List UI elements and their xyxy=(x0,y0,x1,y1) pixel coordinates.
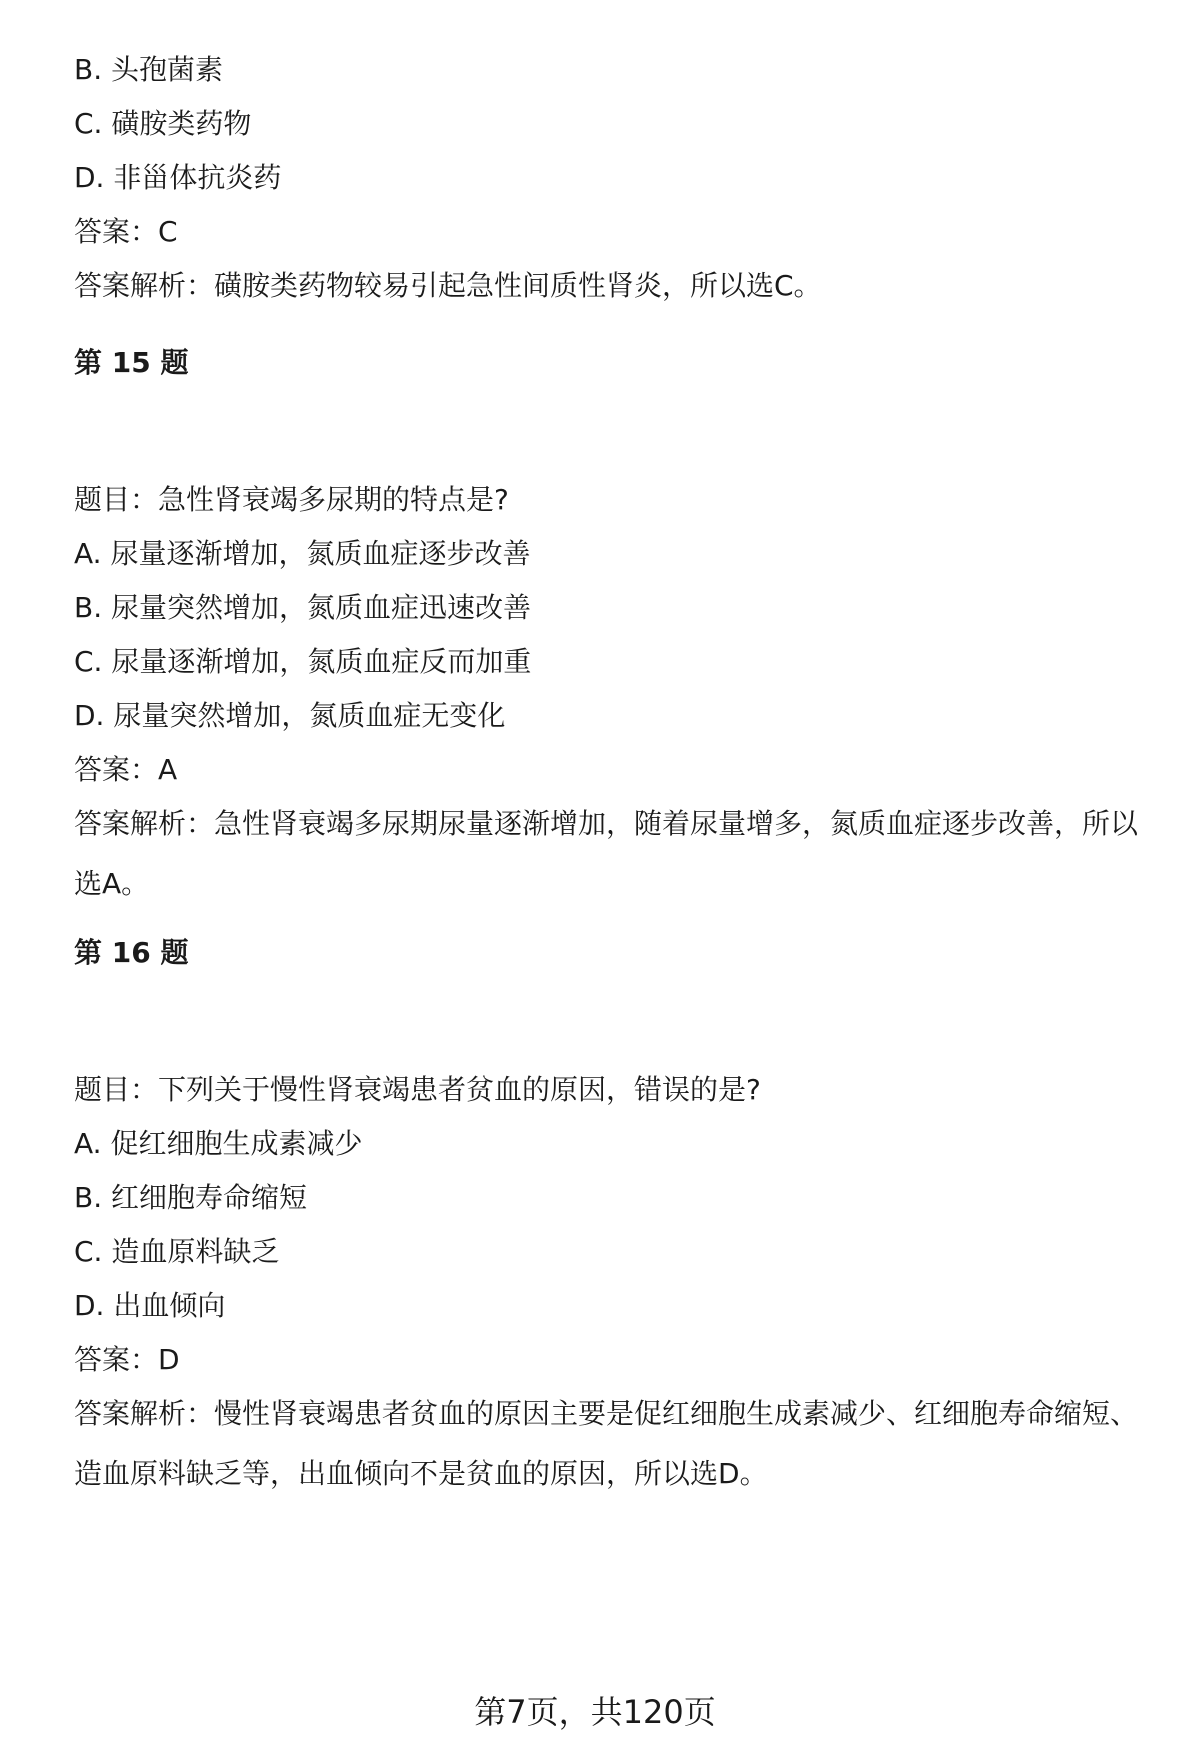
q15-heading: 第 15 题 xyxy=(74,346,189,379)
q14-option-b: B. 头孢菌素 xyxy=(74,53,224,86)
q14-option-d: D. 非甾体抗炎药 xyxy=(74,161,282,194)
q15-option-c: C. 尿量逐渐增加，氮质血症反而加重 xyxy=(74,645,532,678)
q16-heading: 第 16 题 xyxy=(74,936,189,969)
q14-answer: 答案：C xyxy=(74,215,178,248)
q16-explanation: 答案解析：慢性肾衰竭患者贫血的原因主要是促红细胞生成素减少、红细胞寿命缩短、造血原料缺乏等，出血倾向不是贫血的原因，所以选D。 xyxy=(74,1397,1139,1490)
q15-question: 题目：急性肾衰竭多尿期的特点是? xyxy=(74,483,509,516)
q15-option-d: D. 尿量突然增加，氮质血症无变化 xyxy=(74,699,506,732)
page-indicator: 第7页，共120页 xyxy=(474,1693,716,1731)
q14-option-c: C. 磺胺类药物 xyxy=(74,107,252,140)
q14-explanation: 答案解析：磺胺类药物较易引起急性间质性肾炎，所以选C。 xyxy=(74,269,822,302)
q16-option-b: B. 红细胞寿命缩短 xyxy=(74,1181,308,1214)
q15-option-b: B. 尿量突然增加，氮质血症迅速改善 xyxy=(74,591,532,624)
q16-answer: 答案：D xyxy=(74,1343,180,1376)
q15-answer: 答案：A xyxy=(74,753,178,786)
q16-question: 题目：下列关于慢性肾衰竭患者贫血的原因，错误的是? xyxy=(74,1073,761,1106)
q16-option-c: C. 造血原料缺乏 xyxy=(74,1235,280,1268)
q16-option-a: A. 促红细胞生成素减少 xyxy=(74,1127,363,1160)
q15-explanation: 答案解析：急性肾衰竭多尿期尿量逐渐增加，随着尿量增多，氮质血症逐步改善，所以选A。 xyxy=(74,807,1139,900)
q15-option-a: A. 尿量逐渐增加，氮质血症逐步改善 xyxy=(74,537,531,570)
q16-option-d: D. 出血倾向 xyxy=(74,1289,226,1322)
